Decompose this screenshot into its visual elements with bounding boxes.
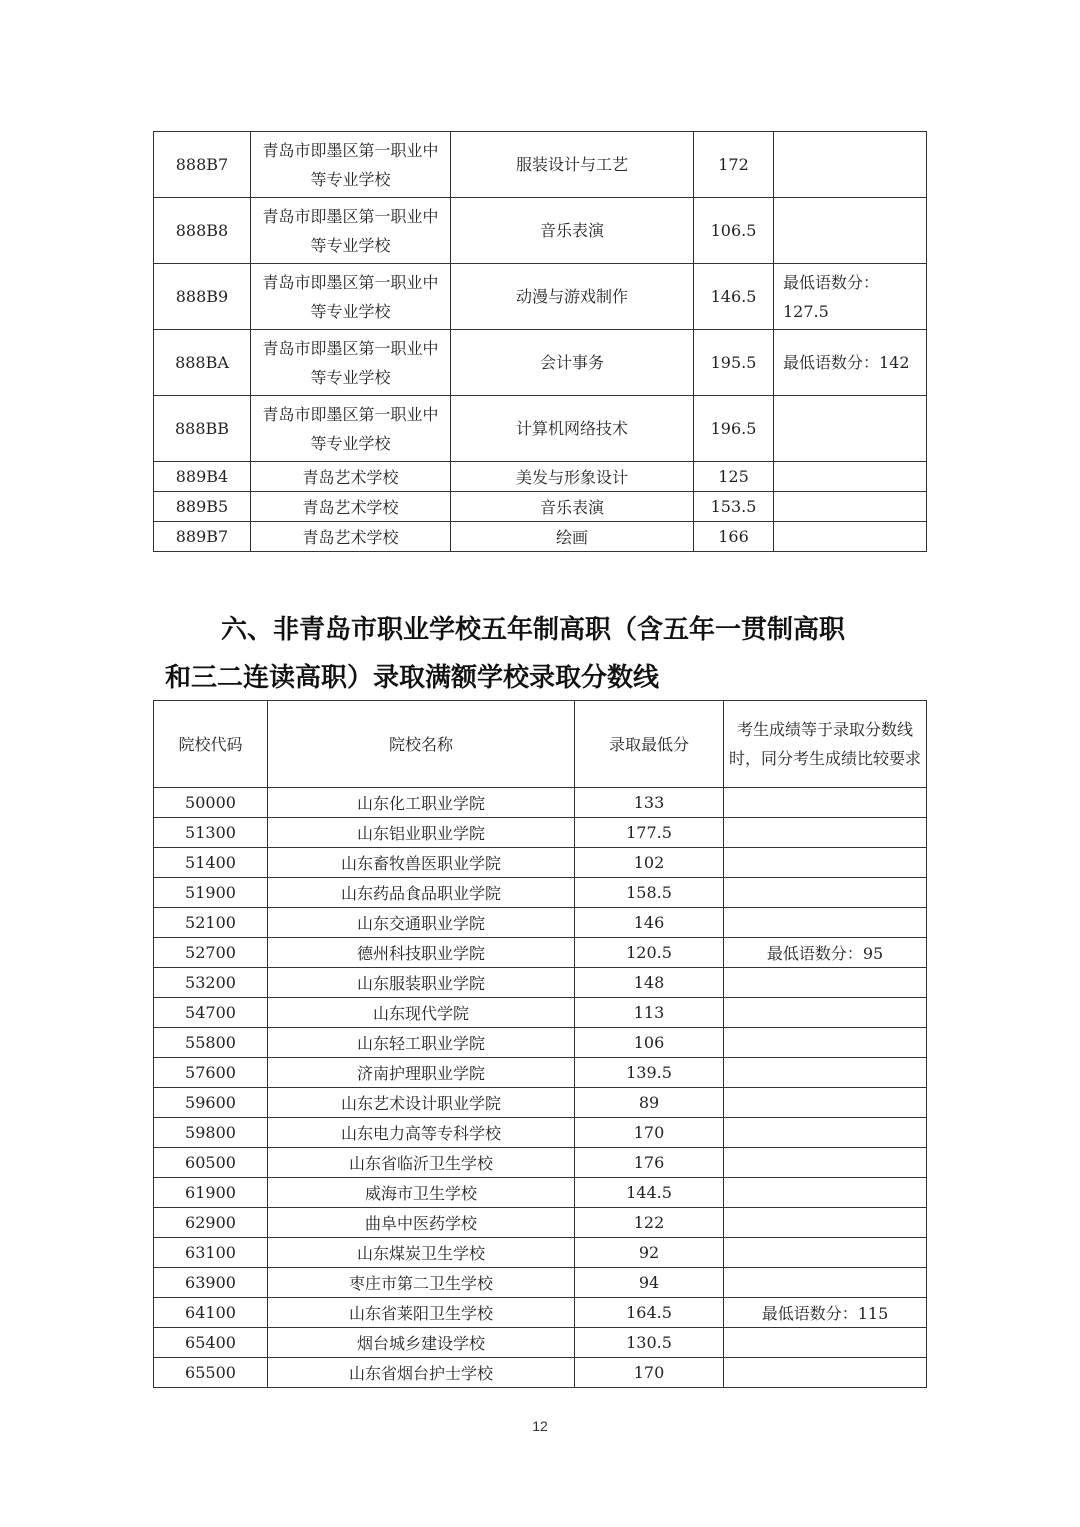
note-cell (774, 492, 927, 522)
score-cell: 125 (694, 462, 774, 492)
score-cell: 153.5 (694, 492, 774, 522)
score-cell: 120.5 (575, 938, 724, 968)
school-code-cell: 62900 (154, 1208, 268, 1238)
table-row (154, 1148, 927, 1178)
note-cell (774, 198, 927, 264)
major-cell: 会计事务 (451, 330, 694, 396)
school-code-cell: 63100 (154, 1238, 268, 1268)
table-row (154, 264, 927, 330)
school-name-cell: 青岛市即墨区第一职业中等专业学校 (251, 264, 451, 330)
score-cell: 102 (575, 848, 724, 878)
table-row (154, 1268, 927, 1298)
score-cell: 148 (575, 968, 724, 998)
school-name-cell: 威海市卫生学校 (268, 1178, 575, 1208)
score-cell: 176 (575, 1148, 724, 1178)
note-cell (724, 1118, 927, 1148)
school-name-cell: 青岛市即墨区第一职业中等专业学校 (251, 330, 451, 396)
header-name: 院校名称 (268, 701, 575, 788)
note-cell (724, 818, 927, 848)
school-name-cell: 青岛市即墨区第一职业中等专业学校 (251, 396, 451, 462)
school-code-cell: 53200 (154, 968, 268, 998)
section-heading (165, 606, 925, 702)
table-row (154, 1208, 927, 1238)
table-row (154, 1178, 927, 1208)
school-code-cell: 59600 (154, 1088, 268, 1118)
header-code: 院校代码 (154, 701, 268, 788)
school-code-cell: 52700 (154, 938, 268, 968)
school-code-cell: 888B7 (154, 132, 251, 198)
score-cell: 144.5 (575, 1178, 724, 1208)
school-name-cell: 山东药品食品职业学院 (268, 878, 575, 908)
table-row (154, 1058, 927, 1088)
school-code-cell: 54700 (154, 998, 268, 1028)
table-row (154, 1118, 927, 1148)
table-row (154, 132, 927, 198)
school-name-cell: 山东现代学院 (268, 998, 575, 1028)
school-name-cell: 山东省临沂卫生学校 (268, 1148, 575, 1178)
note-cell (774, 522, 927, 552)
note-cell (774, 462, 927, 492)
school-name-cell: 青岛艺术学校 (251, 492, 451, 522)
note-cell (724, 1088, 927, 1118)
school-code-cell: 51900 (154, 878, 268, 908)
school-code-cell: 63900 (154, 1268, 268, 1298)
table-row (154, 1238, 927, 1268)
table-row (154, 788, 927, 818)
table-row (154, 1358, 927, 1388)
note-cell: 最低语数分：95 (724, 938, 927, 968)
major-cell: 服装设计与工艺 (451, 132, 694, 198)
note-cell (774, 132, 927, 198)
major-cell: 计算机网络技术 (451, 396, 694, 462)
note-cell (724, 788, 927, 818)
school-code-cell: 889B4 (154, 462, 251, 492)
major-cell: 音乐表演 (451, 198, 694, 264)
table-row (154, 1298, 927, 1328)
note-cell: 最低语数分：115 (724, 1298, 927, 1328)
table-row (154, 998, 927, 1028)
school-name-cell: 山东电力高等专科学校 (268, 1118, 575, 1148)
score-cell: 146 (575, 908, 724, 938)
score-cell: 177.5 (575, 818, 724, 848)
school-name-cell: 山东交通职业学院 (268, 908, 575, 938)
school-name-cell: 烟台城乡建设学校 (268, 1328, 575, 1358)
table-row (154, 1328, 927, 1358)
note-cell (724, 1358, 927, 1388)
table-row (154, 938, 927, 968)
section-heading-line1: 六、非青岛市职业学校五年制高职（含五年一贯制高职 (221, 615, 846, 645)
score-cell: 94 (575, 1268, 724, 1298)
school-code-cell: 51400 (154, 848, 268, 878)
table-row (154, 198, 927, 264)
admission-table-qingdao (153, 131, 927, 552)
note-cell: 最低语数分：142 (774, 330, 927, 396)
score-cell: 133 (575, 788, 724, 818)
school-name-cell: 山东畜牧兽医职业学院 (268, 848, 575, 878)
school-code-cell: 51300 (154, 818, 268, 848)
table-row (154, 492, 927, 522)
school-name-cell: 青岛艺术学校 (251, 522, 451, 552)
school-name-cell: 山东艺术设计职业学院 (268, 1088, 575, 1118)
school-code-cell: 61900 (154, 1178, 268, 1208)
page-number: 12 (532, 1418, 548, 1434)
score-cell: 146.5 (694, 264, 774, 330)
score-cell: 89 (575, 1088, 724, 1118)
school-code-cell: 65400 (154, 1328, 268, 1358)
score-cell: 92 (575, 1238, 724, 1268)
score-cell: 130.5 (575, 1328, 724, 1358)
school-name-cell: 山东煤炭卫生学校 (268, 1238, 575, 1268)
note-cell (724, 878, 927, 908)
note-cell (724, 968, 927, 998)
score-cell: 196.5 (694, 396, 774, 462)
school-name-cell: 青岛艺术学校 (251, 462, 451, 492)
table-row (154, 908, 927, 938)
admission-table-non-qingdao (153, 700, 927, 1388)
school-code-cell: 52100 (154, 908, 268, 938)
note-cell (724, 1028, 927, 1058)
note-cell (724, 1058, 927, 1088)
score-cell: 106 (575, 1028, 724, 1058)
score-cell: 164.5 (575, 1298, 724, 1328)
school-name-cell: 青岛市即墨区第一职业中等专业学校 (251, 198, 451, 264)
school-code-cell: 889B7 (154, 522, 251, 552)
note-cell (724, 908, 927, 938)
note-cell (724, 848, 927, 878)
table-row (154, 848, 927, 878)
note-cell (724, 1328, 927, 1358)
major-cell: 绘画 (451, 522, 694, 552)
school-code-cell: 888BB (154, 396, 251, 462)
note-cell (724, 998, 927, 1028)
table-row (154, 522, 927, 552)
table-row (154, 818, 927, 848)
major-cell: 动漫与游戏制作 (451, 264, 694, 330)
table-row (154, 330, 927, 396)
note-cell (724, 1238, 927, 1268)
major-cell: 音乐表演 (451, 492, 694, 522)
score-cell: 106.5 (694, 198, 774, 264)
note-cell (724, 1178, 927, 1208)
score-cell: 113 (575, 998, 724, 1028)
school-code-cell: 888BA (154, 330, 251, 396)
school-name-cell: 济南护理职业学院 (268, 1058, 575, 1088)
school-code-cell: 57600 (154, 1058, 268, 1088)
note-cell: 最低语数分：127.5 (774, 264, 927, 330)
note-cell (724, 1208, 927, 1238)
note-cell (724, 1268, 927, 1298)
school-name-cell: 山东服装职业学院 (268, 968, 575, 998)
school-name-cell: 山东省烟台护士学校 (268, 1358, 575, 1388)
score-cell: 170 (575, 1358, 724, 1388)
score-cell: 195.5 (694, 330, 774, 396)
score-cell: 158.5 (575, 878, 724, 908)
table-row (154, 1088, 927, 1118)
school-name-cell: 枣庄市第二卫生学校 (268, 1268, 575, 1298)
table-row (154, 1028, 927, 1058)
header-tie-rule: 考生成绩等于录取分数线时，同分考生成绩比较要求 (724, 701, 927, 788)
school-code-cell: 50000 (154, 788, 268, 818)
note-cell (724, 1148, 927, 1178)
score-cell: 139.5 (575, 1058, 724, 1088)
table-row (154, 396, 927, 462)
school-code-cell: 889B5 (154, 492, 251, 522)
header-min-score: 录取最低分 (575, 701, 724, 788)
school-name-cell: 青岛市即墨区第一职业中等专业学校 (251, 132, 451, 198)
school-name-cell: 山东轻工职业学院 (268, 1028, 575, 1058)
table-header-row (154, 701, 927, 788)
school-name-cell: 德州科技职业学院 (268, 938, 575, 968)
major-cell: 美发与形象设计 (451, 462, 694, 492)
school-code-cell: 888B9 (154, 264, 251, 330)
school-name-cell: 山东省莱阳卫生学校 (268, 1298, 575, 1328)
score-cell: 170 (575, 1118, 724, 1148)
school-code-cell: 60500 (154, 1148, 268, 1178)
note-cell (774, 396, 927, 462)
section-heading-line2: 和三二连读高职）录取满额学校录取分数线 (165, 663, 660, 693)
school-code-cell: 888B8 (154, 198, 251, 264)
table-row (154, 462, 927, 492)
school-code-cell: 64100 (154, 1298, 268, 1328)
school-name-cell: 山东化工职业学院 (268, 788, 575, 818)
school-code-cell: 65500 (154, 1358, 268, 1388)
table-row (154, 878, 927, 908)
school-code-cell: 59800 (154, 1118, 268, 1148)
score-cell: 172 (694, 132, 774, 198)
score-cell: 122 (575, 1208, 724, 1238)
score-cell: 166 (694, 522, 774, 552)
table-row (154, 968, 927, 998)
school-code-cell: 55800 (154, 1028, 268, 1058)
school-name-cell: 曲阜中医药学校 (268, 1208, 575, 1238)
school-name-cell: 山东铝业职业学院 (268, 818, 575, 848)
